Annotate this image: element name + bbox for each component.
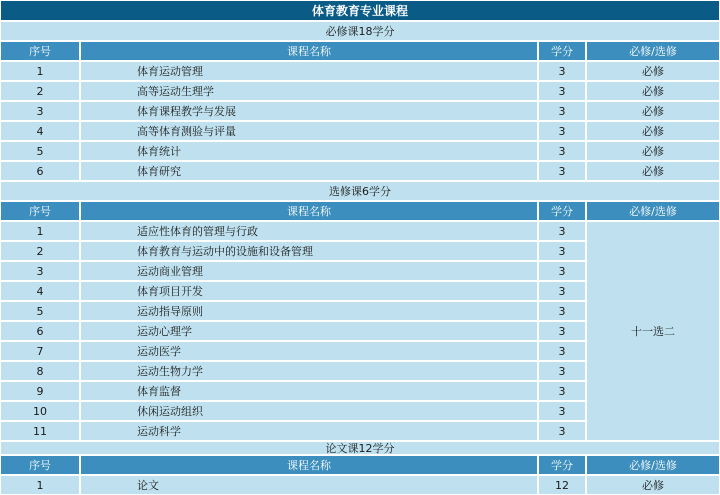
row-credit: 3: [538, 321, 586, 341]
table-row: [0, 161, 720, 181]
table-row: [0, 301, 586, 321]
row-no: 1: [0, 61, 80, 81]
table-row: [0, 361, 586, 381]
row-type: 必修: [586, 141, 720, 161]
row-type: 必修: [586, 161, 720, 181]
row-credit: 3: [538, 81, 586, 101]
row-no: 11: [0, 421, 80, 441]
table-row: [0, 121, 720, 141]
row-name: 运动商业管理: [80, 261, 538, 281]
table-title: 体育教育专业课程: [0, 0, 720, 21]
header-credit: 学分: [538, 201, 586, 221]
row-credit: 3: [538, 361, 586, 381]
table-row: [0, 101, 720, 121]
table-row: [0, 81, 720, 101]
row-no: 2: [0, 81, 80, 101]
row-name: 运动科学: [80, 421, 538, 441]
row-name: 运动生物力学: [80, 361, 538, 381]
table-row: [0, 141, 720, 161]
row-credit: 3: [538, 61, 586, 81]
row-no: 10: [0, 401, 80, 421]
thesis-section-label: 论文课12学分: [0, 441, 720, 455]
table-title-row: [0, 0, 720, 21]
header-no: 序号: [0, 201, 80, 221]
table-row: [0, 241, 586, 261]
row-no: 3: [0, 101, 80, 121]
row-credit: 3: [538, 121, 586, 141]
required-section-label: 必修课18学分: [0, 21, 720, 41]
elective-section-row: [0, 181, 720, 201]
row-name: 适应性体育的管理与行政: [80, 221, 538, 241]
row-name: 体育统计: [80, 141, 538, 161]
row-credit: 3: [538, 241, 586, 261]
row-name: 体育课程教学与发展: [80, 101, 538, 121]
row-credit: 3: [538, 161, 586, 181]
row-name: 体育研究: [80, 161, 538, 181]
row-credit: 3: [538, 301, 586, 321]
row-credit: 3: [538, 341, 586, 361]
row-no: 9: [0, 381, 80, 401]
table-row: [0, 401, 586, 421]
table-row: [0, 421, 586, 441]
required-header-row: [0, 41, 720, 61]
row-type: 必修: [586, 81, 720, 101]
row-credit: 3: [538, 261, 586, 281]
row-name: 论文: [80, 475, 538, 495]
row-name: 运动指导原则: [80, 301, 538, 321]
table-row: [0, 221, 586, 241]
row-credit: 3: [538, 101, 586, 121]
row-credit: 12: [538, 475, 586, 495]
row-credit: 3: [538, 281, 586, 301]
row-no: 4: [0, 121, 80, 141]
row-credit: 3: [538, 381, 586, 401]
table-row: [0, 261, 586, 281]
header-credit: 学分: [538, 41, 586, 61]
row-name: 体育运动管理: [80, 61, 538, 81]
elective-section-label: 选修课6学分: [0, 181, 720, 201]
row-credit: 3: [538, 141, 586, 161]
header-name: 课程名称: [80, 201, 538, 221]
row-no: 3: [0, 261, 80, 281]
header-no: 序号: [0, 41, 80, 61]
row-no: 7: [0, 341, 80, 361]
row-name: 体育监督: [80, 381, 538, 401]
thesis-header-row: [0, 455, 720, 475]
thesis-section-row: [0, 441, 720, 455]
row-name: 高等体育测验与评量: [80, 121, 538, 141]
row-no: 4: [0, 281, 80, 301]
table-row: [0, 281, 586, 301]
header-no: 序号: [0, 455, 80, 475]
header-type: 必修/选修: [586, 41, 720, 61]
header-name: 课程名称: [80, 455, 538, 475]
table-row: [0, 61, 720, 81]
row-credit: 3: [538, 221, 586, 241]
row-type: 必修: [586, 61, 720, 81]
table-row: [0, 321, 586, 341]
header-type: 必修/选修: [586, 455, 720, 475]
row-name: 体育教育与运动中的设施和设备管理: [80, 241, 538, 261]
row-name: 休闲运动组织: [80, 401, 538, 421]
row-no: 5: [0, 301, 80, 321]
row-name: 高等运动生理学: [80, 81, 538, 101]
row-no: 1: [0, 475, 80, 495]
row-no: 8: [0, 361, 80, 381]
row-type: 必修: [586, 101, 720, 121]
required-section-row: [0, 21, 720, 41]
row-no: 6: [0, 161, 80, 181]
header-name: 课程名称: [80, 41, 538, 61]
row-no: 1: [0, 221, 80, 241]
row-name: 运动心理学: [80, 321, 538, 341]
row-no: 5: [0, 141, 80, 161]
row-type: 必修: [586, 475, 720, 495]
row-type: 必修: [586, 121, 720, 141]
row-credit: 3: [538, 401, 586, 421]
header-type: 必修/选修: [586, 201, 720, 221]
elective-header-row: [0, 201, 720, 221]
row-credit: 3: [538, 421, 586, 441]
row-no: 2: [0, 241, 80, 261]
table-row: [0, 475, 720, 495]
table-row: [0, 381, 586, 401]
row-name: 运动医学: [80, 341, 538, 361]
row-name: 体育项目开发: [80, 281, 538, 301]
elective-type-merged: 十一选二: [586, 221, 720, 441]
row-no: 6: [0, 321, 80, 341]
table-row: [0, 341, 586, 361]
header-credit: 学分: [538, 455, 586, 475]
